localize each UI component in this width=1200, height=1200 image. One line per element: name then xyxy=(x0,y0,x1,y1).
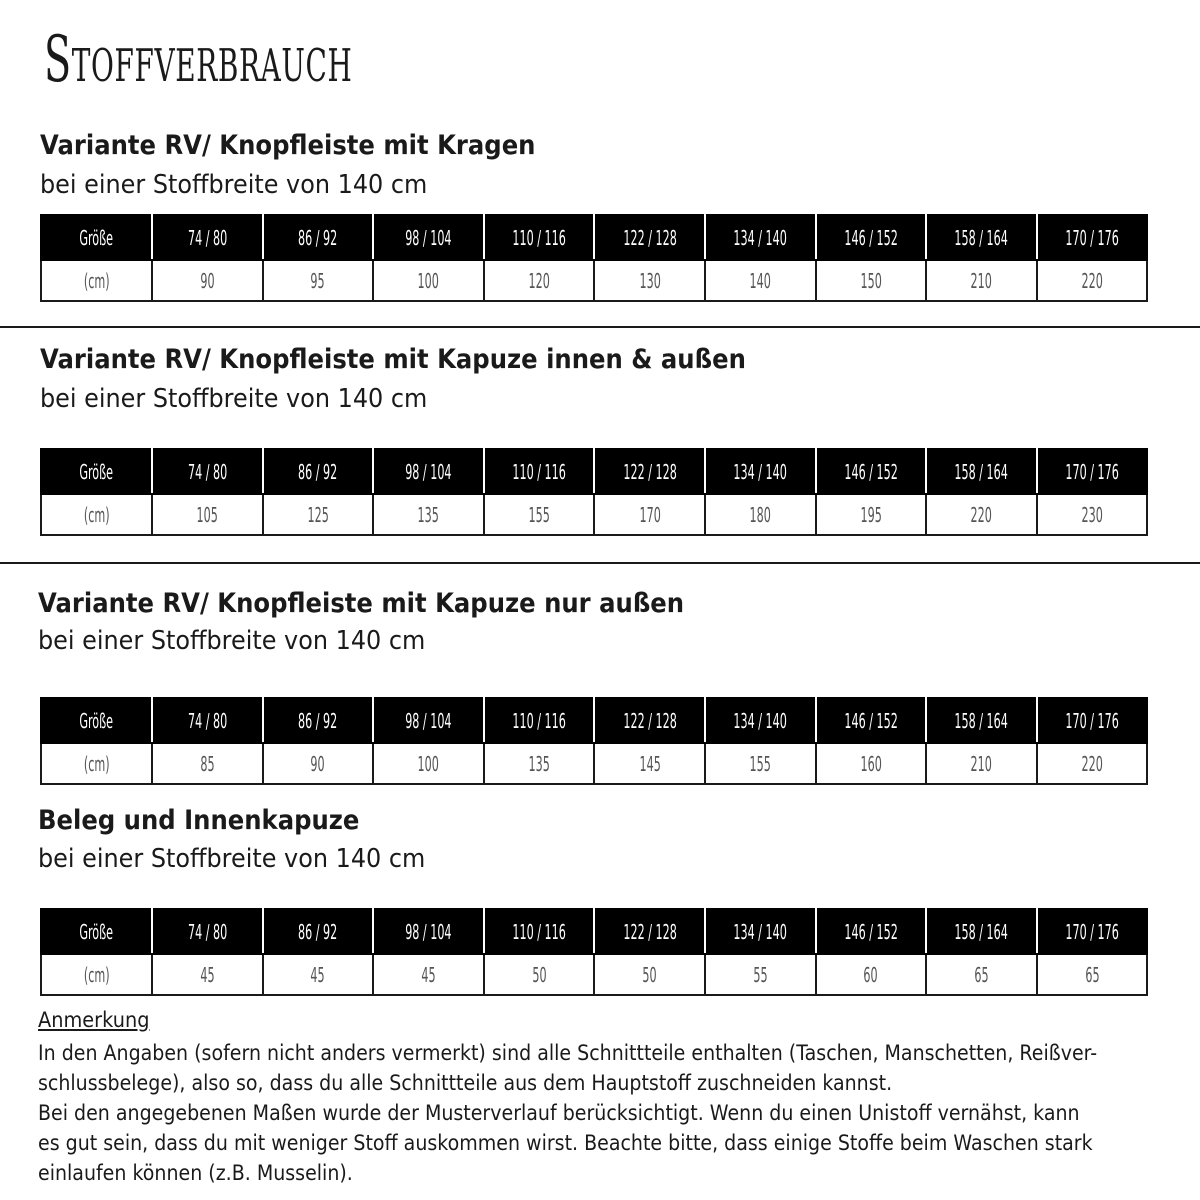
size-cell xyxy=(1037,449,1148,494)
cell-text: 158 / 164 xyxy=(954,919,1009,944)
fabric-amount-row xyxy=(41,494,1147,535)
amount-cell xyxy=(816,743,927,784)
note-line: Bei den angegebenen Maßen wurde der Musterverlauf berücksichtigt. Wenn du einen Unistoff vernähst, kann xyxy=(38,1101,1080,1125)
amount-cell xyxy=(373,494,484,535)
size-cell xyxy=(484,698,595,743)
cell-text: 86 / 92 xyxy=(298,225,338,250)
amount-cell xyxy=(263,260,374,301)
cell-text: 65 xyxy=(974,962,989,987)
amount-cell xyxy=(816,954,927,995)
cell-text: 135 xyxy=(528,751,550,776)
size-cell xyxy=(484,215,595,260)
amount-cell xyxy=(926,954,1037,995)
section-3-heading: Variante RV/ Knopfleiste mit Kapuze nur außen xyxy=(38,588,685,619)
page-title: Stoffverbrauch xyxy=(44,23,353,97)
cell-text: 145 xyxy=(639,751,661,776)
fabric-table-3 xyxy=(40,697,1148,785)
cell-text: 122 / 128 xyxy=(622,459,677,484)
cell-text: 74 / 80 xyxy=(187,708,227,733)
amount-cell-label xyxy=(41,954,152,995)
size-cell xyxy=(926,215,1037,260)
section-2-subheading: bei einer Stoffbreite von 140 cm xyxy=(40,384,428,414)
cell-text: 50 xyxy=(642,962,657,987)
cell-text: 170 xyxy=(639,502,661,527)
cell-text: 134 / 140 xyxy=(733,919,787,944)
amount-cell-label xyxy=(41,743,152,784)
size-cell xyxy=(594,909,705,954)
cell-text: 146 / 152 xyxy=(844,919,898,944)
size-cell xyxy=(484,909,595,954)
cell-text: 158 / 164 xyxy=(954,459,1009,484)
section-1-heading: Variante RV/ Knopfleiste mit Kragen xyxy=(40,130,536,161)
cell-text: 45 xyxy=(421,962,436,987)
cell-text: 160 xyxy=(860,751,882,776)
size-cell xyxy=(926,698,1037,743)
cell-text: 65 xyxy=(1084,962,1100,987)
amount-cell xyxy=(705,743,816,784)
cell-text: Größe xyxy=(79,919,114,944)
amount-cell xyxy=(373,743,484,784)
cell-text: 158 / 164 xyxy=(954,225,1009,250)
cell-text: (cm) xyxy=(83,962,110,987)
amount-cell xyxy=(152,954,263,995)
cell-text: 45 xyxy=(200,962,215,987)
amount-cell xyxy=(484,260,595,301)
cell-text: 170 / 176 xyxy=(1065,459,1119,484)
amount-cell xyxy=(594,954,705,995)
cell-text: 158 / 164 xyxy=(954,708,1009,733)
cell-text: 155 xyxy=(749,751,771,776)
cell-text: (cm) xyxy=(83,268,110,293)
amount-cell xyxy=(484,954,595,995)
cell-text: 74 / 80 xyxy=(187,459,227,484)
amount-cell xyxy=(484,494,595,535)
cell-text: 122 / 128 xyxy=(622,708,677,733)
amount-cell xyxy=(594,260,705,301)
size-header-row xyxy=(41,698,1147,743)
size-cell xyxy=(1037,909,1148,954)
fabric-table-1 xyxy=(40,214,1148,302)
amount-cell-label xyxy=(41,494,152,535)
amount-cell xyxy=(1037,494,1148,535)
cell-text: (cm) xyxy=(83,751,110,776)
note-title: Anmerkung xyxy=(38,1008,150,1032)
size-cell xyxy=(816,215,927,260)
amount-cell xyxy=(1037,954,1148,995)
cell-text: Größe xyxy=(79,225,114,250)
cell-text: 146 / 152 xyxy=(844,708,898,733)
cell-text: 122 / 128 xyxy=(622,919,677,944)
cell-text: 146 / 152 xyxy=(844,459,898,484)
cell-text: Größe xyxy=(79,459,114,484)
cell-text: 120 xyxy=(528,268,550,293)
section-2-heading: Variante RV/ Knopfleiste mit Kapuze innen & außen xyxy=(40,344,746,375)
section-4-heading: Beleg und Innenkapuze xyxy=(38,805,360,836)
cell-text: 90 xyxy=(310,751,325,776)
size-cell-label xyxy=(41,449,152,494)
divider-2 xyxy=(0,562,1200,564)
cell-text: 170 / 176 xyxy=(1065,919,1119,944)
size-header-row xyxy=(41,449,1147,494)
size-cell xyxy=(594,698,705,743)
amount-cell xyxy=(926,743,1037,784)
cell-text: 170 / 176 xyxy=(1065,225,1119,250)
cell-text: 110 / 116 xyxy=(512,708,566,733)
size-cell xyxy=(373,909,484,954)
amount-cell xyxy=(705,494,816,535)
cell-text: 230 xyxy=(1081,502,1103,527)
cell-text: 220 xyxy=(1081,268,1103,293)
cell-text: 55 xyxy=(753,962,768,987)
size-cell xyxy=(705,215,816,260)
fabric-table-2 xyxy=(40,448,1148,536)
amount-cell xyxy=(152,260,263,301)
cell-text: 98 / 104 xyxy=(405,459,452,484)
size-cell xyxy=(263,449,374,494)
note-line: einlaufen können (z.B. Musselin). xyxy=(38,1161,353,1185)
size-cell xyxy=(816,449,927,494)
cell-text: 195 xyxy=(860,502,882,527)
size-cell xyxy=(705,449,816,494)
size-cell xyxy=(816,909,927,954)
cell-text: 86 / 92 xyxy=(298,708,338,733)
section-1-subheading: bei einer Stoffbreite von 140 cm xyxy=(40,170,428,200)
size-cell-label xyxy=(41,909,152,954)
cell-text: 134 / 140 xyxy=(733,459,787,484)
cell-text: 134 / 140 xyxy=(733,225,787,250)
section-3-subheading: bei einer Stoffbreite von 140 cm xyxy=(38,626,426,656)
cell-text: 98 / 104 xyxy=(405,708,452,733)
cell-text: 95 xyxy=(310,268,325,293)
cell-text: 50 xyxy=(531,962,547,987)
amount-cell xyxy=(926,494,1037,535)
cell-text: 98 / 104 xyxy=(405,225,452,250)
size-cell xyxy=(705,909,816,954)
size-cell xyxy=(263,909,374,954)
cell-text: (cm) xyxy=(83,502,110,527)
size-cell xyxy=(152,449,263,494)
amount-cell xyxy=(705,954,816,995)
cell-text: 100 xyxy=(417,268,440,293)
fabric-table-4 xyxy=(40,908,1148,996)
cell-text: 150 xyxy=(860,268,882,293)
note-line: es gut sein, dass du mit weniger Stoff auskommen wirst. Beachte bitte, dass einige Stoffe beim Waschen stark xyxy=(38,1131,1093,1155)
cell-text: 122 / 128 xyxy=(622,225,677,250)
amount-cell xyxy=(816,260,927,301)
cell-text: 170 / 176 xyxy=(1065,708,1119,733)
size-cell xyxy=(484,449,595,494)
size-cell xyxy=(152,215,263,260)
amount-cell xyxy=(152,743,263,784)
size-header-row xyxy=(41,909,1147,954)
cell-text: 155 xyxy=(528,502,550,527)
amount-cell xyxy=(373,260,484,301)
cell-text: 210 xyxy=(970,751,993,776)
size-cell xyxy=(594,215,705,260)
size-cell xyxy=(816,698,927,743)
size-cell xyxy=(926,449,1037,494)
size-cell-label xyxy=(41,698,152,743)
amount-cell xyxy=(263,494,374,535)
note-line: In den Angaben (sofern nicht anders vermerkt) sind alle Schnittteile enthalten (Taschen, Manschetten, Reißver- xyxy=(38,1041,1098,1065)
cell-text: 134 / 140 xyxy=(733,708,787,733)
size-cell xyxy=(373,449,484,494)
amount-cell xyxy=(373,954,484,995)
cell-text: 220 xyxy=(970,502,993,527)
cell-text: 210 xyxy=(970,268,993,293)
size-cell xyxy=(1037,698,1148,743)
cell-text: 110 / 116 xyxy=(512,225,566,250)
cell-text: 110 / 116 xyxy=(512,459,566,484)
fabric-amount-row xyxy=(41,743,1147,784)
fabric-amount-row xyxy=(41,954,1147,995)
size-cell xyxy=(263,698,374,743)
cell-text: 220 xyxy=(1081,751,1103,776)
cell-text: 100 xyxy=(417,751,440,776)
cell-text: 125 xyxy=(307,502,329,527)
note-line: schlussbelege), also so, dass du alle Schnittteile aus dem Hauptstoff zuschneiden kannst. xyxy=(38,1071,893,1095)
size-cell xyxy=(705,698,816,743)
cell-text: 140 xyxy=(749,268,771,293)
cell-text: 90 xyxy=(200,268,215,293)
amount-cell xyxy=(1037,743,1148,784)
cell-text: 98 / 104 xyxy=(405,919,452,944)
size-cell xyxy=(152,698,263,743)
size-cell xyxy=(152,909,263,954)
cell-text: 130 xyxy=(639,268,661,293)
amount-cell xyxy=(816,494,927,535)
size-cell xyxy=(373,698,484,743)
cell-text: 110 / 116 xyxy=(512,919,566,944)
cell-text: 60 xyxy=(863,962,878,987)
size-header-row xyxy=(41,215,1147,260)
cell-text: 180 xyxy=(749,502,771,527)
amount-cell xyxy=(263,954,374,995)
size-cell xyxy=(1037,215,1148,260)
amount-cell-label xyxy=(41,260,152,301)
size-cell-label xyxy=(41,215,152,260)
cell-text: 74 / 80 xyxy=(187,225,227,250)
amount-cell xyxy=(1037,260,1148,301)
size-cell xyxy=(594,449,705,494)
divider-1 xyxy=(0,326,1200,328)
cell-text: 135 xyxy=(417,502,440,527)
size-cell xyxy=(373,215,484,260)
cell-text: 74 / 80 xyxy=(187,919,227,944)
amount-cell xyxy=(484,743,595,784)
cell-text: 86 / 92 xyxy=(298,919,338,944)
cell-text: Größe xyxy=(79,708,114,733)
amount-cell xyxy=(594,494,705,535)
section-4-subheading: bei einer Stoffbreite von 140 cm xyxy=(38,844,426,874)
size-cell xyxy=(263,215,374,260)
amount-cell xyxy=(926,260,1037,301)
cell-text: 86 / 92 xyxy=(298,459,338,484)
amount-cell xyxy=(263,743,374,784)
size-cell xyxy=(926,909,1037,954)
cell-text: 105 xyxy=(196,502,218,527)
amount-cell xyxy=(705,260,816,301)
fabric-amount-row xyxy=(41,260,1147,301)
cell-text: 146 / 152 xyxy=(844,225,898,250)
amount-cell xyxy=(594,743,705,784)
cell-text: 45 xyxy=(310,962,325,987)
cell-text: 85 xyxy=(200,751,215,776)
amount-cell xyxy=(152,494,263,535)
